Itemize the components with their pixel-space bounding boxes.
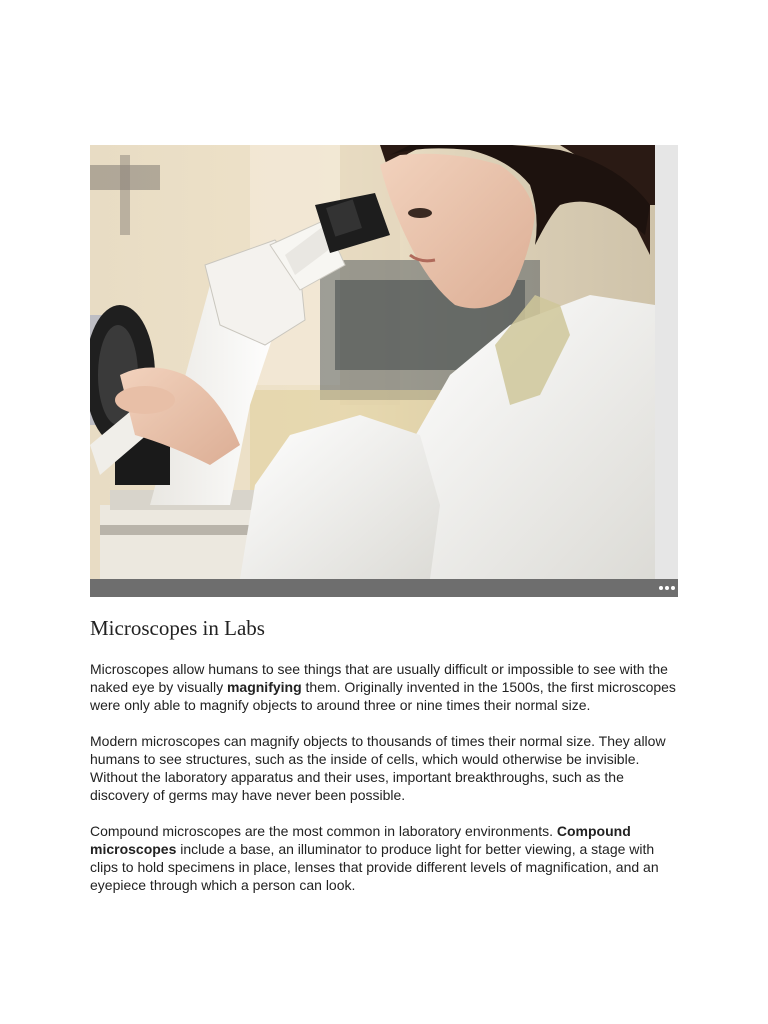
figure-side-panel <box>655 145 678 579</box>
more-horizontal-icon[interactable] <box>659 582 675 594</box>
bold-term: Compound microscopes <box>90 823 631 857</box>
paragraph: Microscopes allow humans to see things that are usually difficult or impossible to see with the naked eye by visually magnifying them. Originally invented in the 1500s, the first microscopes were only able to magnify objects to around three or nine times their normal size. <box>90 661 676 713</box>
article-body <box>90 660 680 912</box>
article-title: Microscopes in Labs <box>90 616 265 640</box>
bold-term: magnifying <box>226 679 302 695</box>
microscope-photo <box>90 145 655 579</box>
paragraph: Compound microscopes are the most common in laboratory environments. Compound microscopes include a base, an illuminator to produce light for better viewing, a stage with clips to hold specimens in place, lenses that provide different levels of magnification, and an eyepiece through which a person can look. <box>90 823 659 893</box>
figure <box>90 145 678 597</box>
paragraph: Modern microscopes can magnify objects to thousands of times their normal size. They allow humans to see structures, such as the inside of cells, which would otherwise be invisible. Without the laboratory apparatus and their uses, important breakthroughs, such as the discovery of germs may have never been possible. <box>90 733 666 803</box>
figure-toolbar <box>90 579 678 597</box>
